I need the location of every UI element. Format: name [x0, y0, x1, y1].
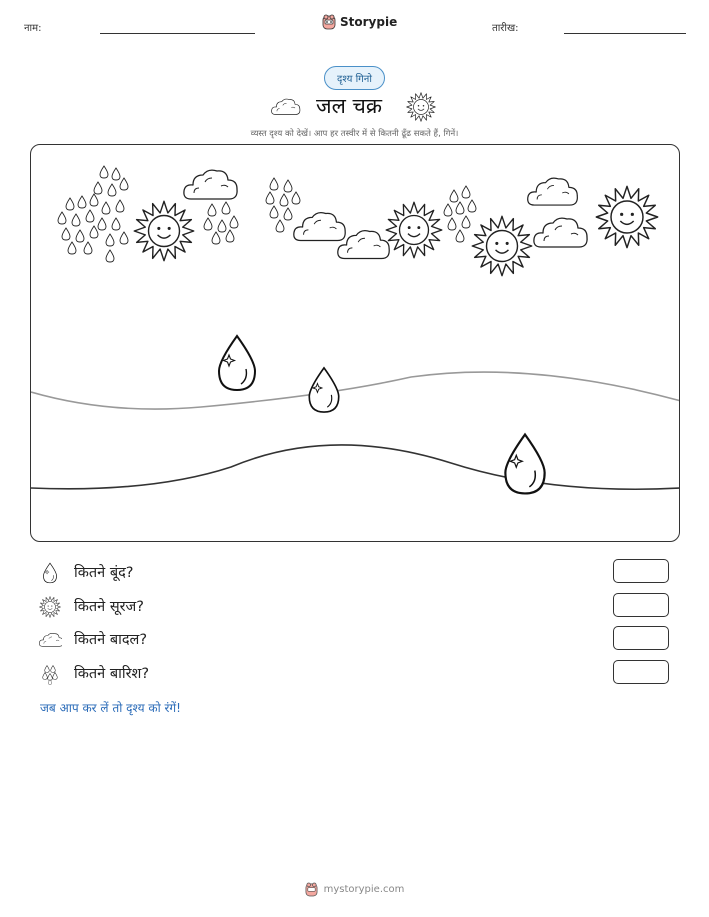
- rain-cluster: [58, 194, 98, 254]
- rain-cluster: [94, 166, 128, 262]
- question-label: कितने बूंद?: [74, 565, 134, 581]
- color-instruction: जब आप कर लें तो दृश्य को रंगें!: [40, 701, 181, 715]
- footer: [0, 880, 709, 898]
- answer-box[interactable]: [613, 626, 669, 650]
- title-row: [0, 92, 709, 122]
- rain-icon: [38, 663, 62, 685]
- sun: [472, 216, 531, 275]
- rain-cluster: [204, 202, 238, 244]
- cloud-icon: [270, 96, 302, 118]
- question-row: [38, 623, 678, 657]
- drop-icon: [38, 562, 62, 584]
- scene-illustration: [31, 145, 680, 542]
- answer-box[interactable]: [613, 660, 669, 684]
- date-field[interactable]: [564, 33, 686, 34]
- sun: [386, 202, 442, 258]
- water-drop: [219, 336, 255, 390]
- back-hill: [31, 372, 680, 409]
- brand-name: Storypie: [340, 15, 398, 29]
- date-label: तारीख:: [492, 23, 519, 34]
- footer-url[interactable]: mystorypie.com: [323, 883, 405, 895]
- cloud: [534, 218, 587, 247]
- name-label: नाम:: [24, 23, 42, 34]
- answer-box[interactable]: [613, 593, 669, 617]
- sun: [596, 186, 657, 247]
- question-label: कितने बादल?: [74, 632, 148, 648]
- water-drop: [309, 368, 338, 412]
- page-title: जल चक्र: [316, 94, 382, 118]
- cloud-icon: [38, 629, 62, 651]
- name-field[interactable]: [100, 33, 255, 34]
- water-drop: [505, 435, 544, 494]
- cloud: [294, 213, 345, 241]
- question-row: [38, 590, 678, 624]
- question-list: [38, 556, 678, 690]
- question-label: कितने सूरज?: [74, 598, 145, 615]
- question-row: [38, 657, 678, 691]
- brand-logo: [322, 14, 397, 30]
- sun-icon: [406, 92, 436, 122]
- question-label: कितने बारिश?: [74, 665, 150, 682]
- storypie-mascot-icon: [322, 14, 336, 30]
- storypie-mascot-icon: [305, 882, 318, 897]
- worksheet-header: [0, 14, 709, 38]
- sun: [134, 201, 193, 260]
- front-hill: [31, 445, 680, 489]
- activity-badge: दृश्य गिनो: [324, 66, 385, 90]
- instructions-subtitle: व्यस्त दृश्य को देखें। आप हर तस्वीर में से कितनी ढूँढ सकते हैं, गिनें।: [250, 129, 459, 139]
- rain-cluster: [266, 178, 300, 232]
- counting-scene: [30, 144, 680, 542]
- cloud: [184, 170, 237, 199]
- rain-cluster: [444, 186, 476, 242]
- sun-icon: [38, 596, 62, 618]
- question-row: [38, 556, 678, 590]
- answer-box[interactable]: [613, 559, 669, 583]
- cloud: [528, 178, 578, 205]
